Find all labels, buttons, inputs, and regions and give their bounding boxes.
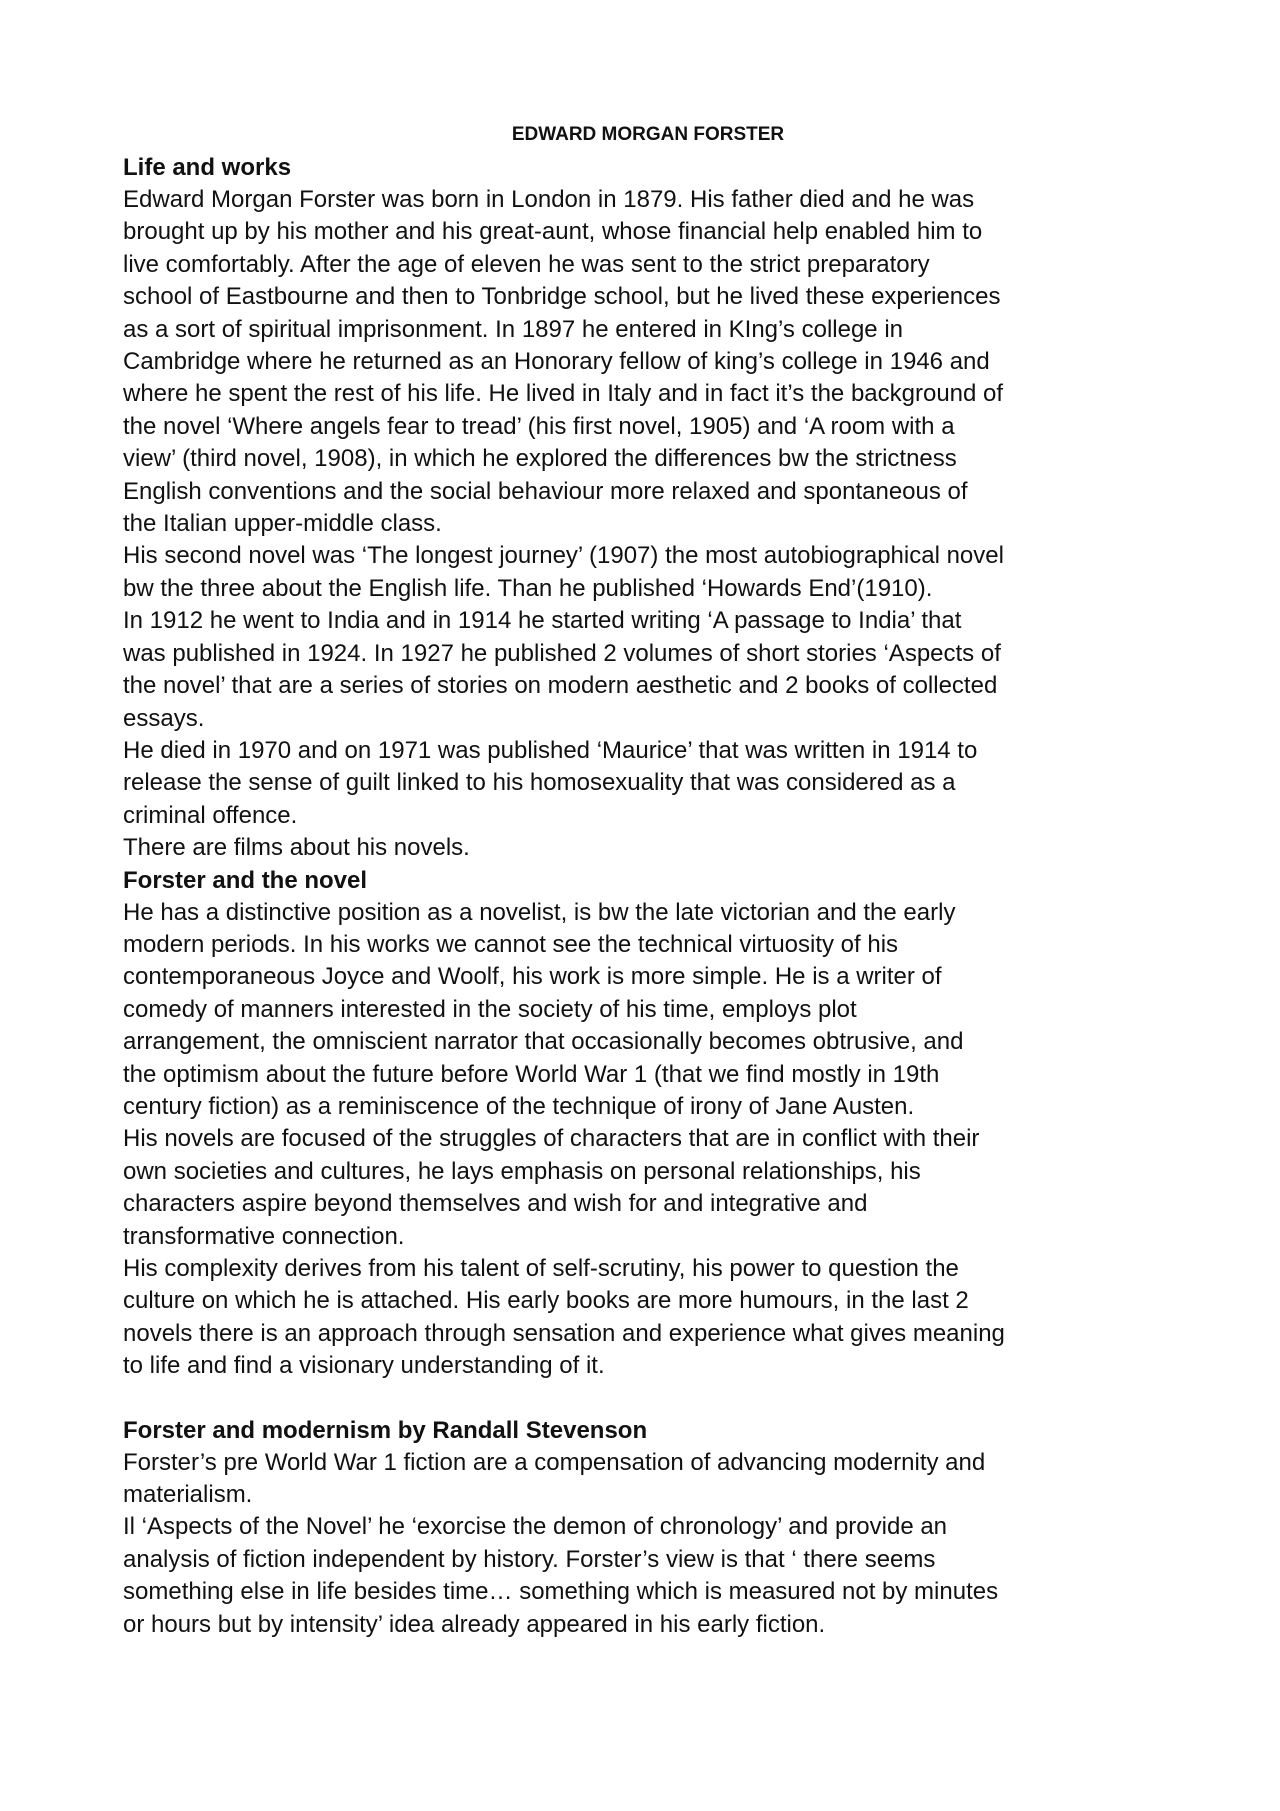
- section-forster-and-modernism: [123, 1415, 1173, 1641]
- document-content: [123, 122, 1173, 1641]
- section-life-and-works: [123, 152, 1173, 865]
- paragraph: His novels are focused of the struggles of characters that are in conflict with their own societies and cultures, he lays emphasis on personal relationships, his characters aspire beyond themselves and wish for and integrative and transformative connection.: [123, 1125, 980, 1250]
- section-heading: Forster and modernism by Randall Stevenson: [123, 1416, 648, 1444]
- paragraph: He has a distinctive position as a novelist, is bw the late victorian and the early modern periods. In his works we cannot see the technical virtuosity of his contemporaneous Joyce and Woolf, his work is more simple. He is a writer of comedy of manners interested in the society of his time, employs plot arrangement, the omniscient narrator that occasionally becomes obtrusive, and the optimism about the future before World War 1 (that we find mostly in 19th century fiction) as a reminiscence of the technique of irony of Jane Austen.: [123, 898, 964, 1120]
- paragraph: His complexity derives from his talent of self-scrutiny, his power to question the culture on which he is attached. His early books are more humours, in the last 2 novels there is an approach through sensation and experience what gives meaning to life and find a visionary understanding of it.: [123, 1255, 1005, 1380]
- paragraph: Il ‘Aspects of the Novel’ he ‘exorcise the demon of chronology’ and provide an analysis of fiction independent by history. Forster’s view is that ‘ there seems something else in life besides time… something which is measured not by minutes or hours but by intensity’ idea already appeared in his early fiction.: [123, 1513, 999, 1638]
- paragraph: He died in 1970 and on 1971 was published ‘Maurice’ that was written in 1914 to release the sense of guilt linked to his homosexuality that was considered as a criminal offence.: [123, 736, 978, 829]
- document-title: EDWARD MORGAN FORSTER: [511, 124, 785, 145]
- section-spacer: [123, 1383, 1173, 1415]
- section-forster-and-the-novel: [123, 865, 1173, 1383]
- paragraph: His second novel was ‘The longest journey’ (1907) the most autobiographical novel bw the three about the English life. Than he published ‘Howards End’(1910).: [123, 542, 1004, 602]
- paragraph: Edward Morgan Forster was born in London in 1879. His father died and he was brought up by his mother and his great-aunt, whose financial help enabled him to live comfortably. After the age of eleven he was sent to the strict preparatory school of Eastbourne and then to Tonbridge school, but he lived these experiences as a sort of spiritual imprisonment. In 1897 he entered in KIng’s college in Cambridge where he returned as an Honorary fellow of king’s college in 1946 and where he spent the rest of his life. He lived in Italy and in fact it’s the background of the novel ‘Where angels fear to tread’ (his first novel, 1905) and ‘A room with a view’ (third novel, 1908), in which he explored the differences bw the strictness English conventions and the social behaviour more relaxed and spontaneous of the Italian upper-middle class.: [123, 186, 1004, 538]
- paragraph: Forster’s pre World War 1 fiction are a compensation of advancing modernity and materialism.: [123, 1448, 986, 1509]
- section-heading: Forster and the novel: [123, 866, 368, 894]
- paragraph: In 1912 he went to India and in 1914 he started writing ‘A passage to India’ that was published in 1924. In 1927 he published 2 volumes of short stories ‘Aspects of the novel’ that are a series of stories on modern aesthetic and 2 books of collected essays.: [123, 607, 1001, 732]
- section-heading: Life and works: [123, 154, 292, 181]
- paragraph: There are films about his novels.: [123, 834, 470, 862]
